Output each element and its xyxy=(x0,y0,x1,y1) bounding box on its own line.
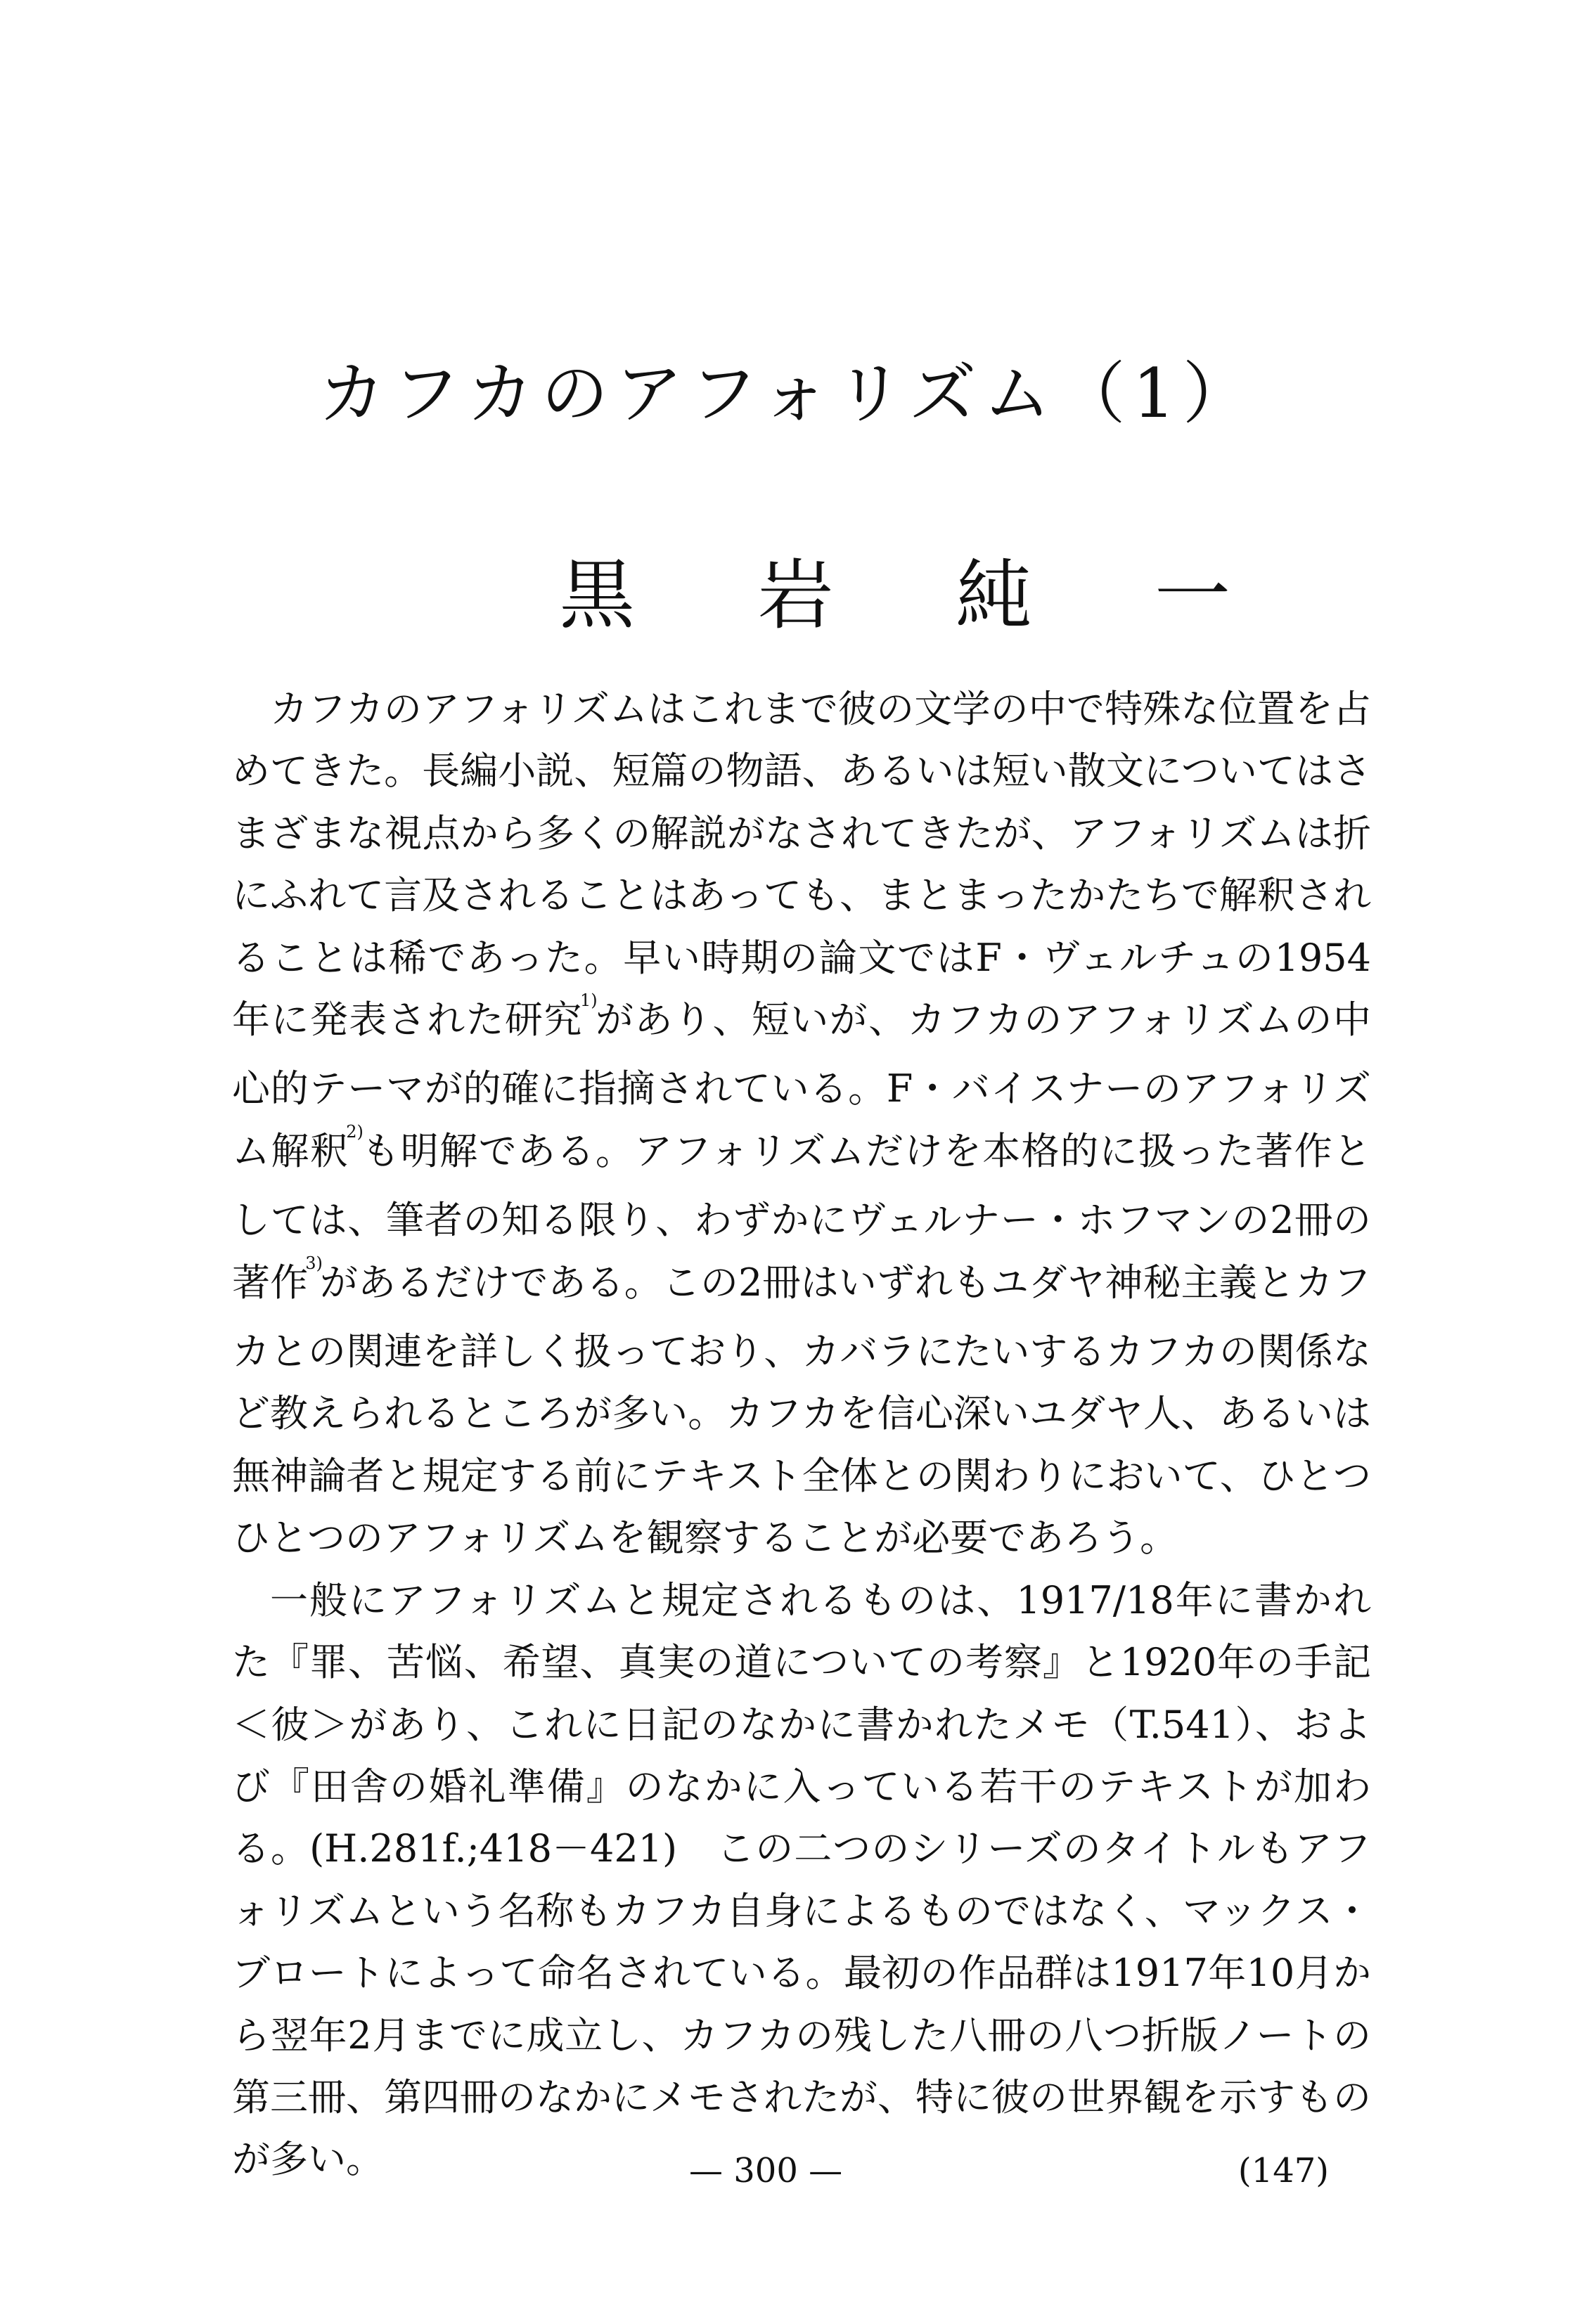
page-number: — 300 — xyxy=(689,2151,843,2190)
note-reference-3: 3) xyxy=(305,1253,323,1273)
note-reference-1: 1) xyxy=(579,990,598,1011)
author-name: 黒 岩 純 一 xyxy=(559,552,1280,640)
note-reference-2: 2) xyxy=(346,1121,364,1142)
page-sub-number: (147) xyxy=(1238,2151,1329,2190)
body-text xyxy=(232,678,1371,2191)
paragraph-1-text-a: カフカのアフォリズムはこれまで彼の文学の中で特殊な位置を占めてきた。長編小説、短篇の物語、あるいは短い散文についてはさまざまな視点から多くの解説がなされてきたが、アフォリズムは折にふれて言及されることはあっても、まとまったかたちで解釈されることは稀であった。早い時期の論文ではF・ヴェルチュの1954年に発表された研究 xyxy=(232,687,1371,1042)
paragraph-1-text-d: があるだけである。この2冊はいずれもユダヤ神秘主義とカフカとの関連を詳しく扱っており、カバラにたいするカフカの関係など教えられるところが多い。カフカを信心深いユダヤ人、あるいは無神論者と規定する前にテキスト全体との関わりにおいて、ひとつひとつのアフォリズムを観察することが必要であろう。 xyxy=(232,1260,1371,1561)
paragraph-2: 一般にアフォリズムと規定されるものは、1917/18年に書かれた『罪、苦悩、希望、真実の道についての考察』と1920年の手記＜彼＞があり、これに日記のなかに書かれたメモ（T.541）、および『田舎の婚礼準備』のなかに入っている若干のテキストが加わる。(H.281f.;418－421) この二つのシリーズのタイトルもアフォリズムという名称もカフカ自身によるものではなく、マックス・ブロートによって命名されている。最初の作品群は1917年10月から翌年2月までに成立し、カフカの残した八冊の八つ折版ノートの第三冊、第四冊のなかにメモされたが、特に彼の世界観を示すものが多い。 xyxy=(232,1577,1371,2182)
paragraph-1 xyxy=(232,678,1371,1570)
paragraph-1-text-b: があり、短いが、カフカのアフォリズムの中心的テーマが的確に指摘されている。F・バイスナーのアフォリズム解釈 xyxy=(232,998,1371,1173)
article-title: カフカのアフォリズム（1） xyxy=(318,354,1257,434)
paragraph-1-text-c: も明解である。アフォリズムだけを本格的に扱った著作としては、筆者の知る限り、わずかにヴェルナー・ホフマンの2冊の著作 xyxy=(232,1128,1372,1305)
